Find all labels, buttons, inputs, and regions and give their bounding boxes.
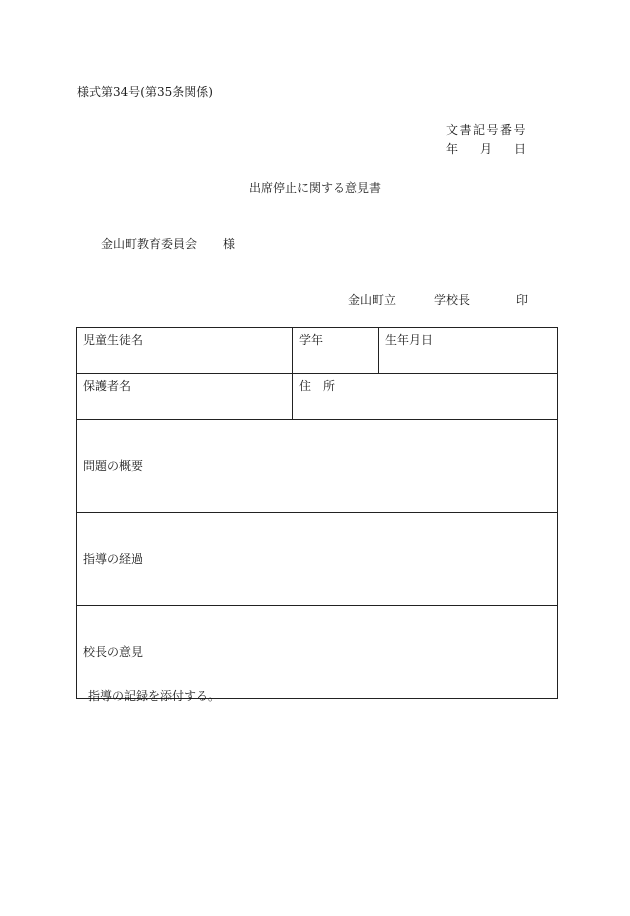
- problem-summary-cell[interactable]: [77, 420, 558, 513]
- date-month-label: 月: [479, 142, 492, 156]
- problem-summary-label: 問題の概要: [83, 459, 144, 473]
- table-row-student: [77, 328, 558, 374]
- table-row-opinion: [77, 606, 558, 699]
- birthdate-label: 生年月日: [385, 333, 434, 347]
- guardian-name-cell[interactable]: [77, 374, 293, 420]
- guidance-progress-label: 指導の経過: [83, 552, 144, 566]
- student-name-label: 児童生徒名: [83, 333, 144, 347]
- student-name-cell[interactable]: [77, 328, 293, 374]
- address-label: 住 所: [299, 379, 336, 393]
- principal-opinion-cell[interactable]: [77, 606, 558, 699]
- seal-mark: 印: [516, 293, 529, 307]
- grade-label: 学年: [299, 333, 324, 347]
- address-cell[interactable]: [293, 374, 558, 420]
- grade-cell[interactable]: [293, 328, 379, 374]
- addressee-honorific: 様: [223, 237, 236, 251]
- document-title: 出席停止に関する意見書: [248, 181, 381, 195]
- date-day-label: 日: [513, 142, 526, 156]
- birthdate-cell[interactable]: [379, 328, 558, 374]
- addressee-name: 金山町教育委員会: [101, 237, 198, 251]
- form-number: 様式第34号(第35条関係): [77, 85, 213, 99]
- table-row-problem: [77, 420, 558, 513]
- sender-principal: 学校長: [434, 293, 471, 307]
- opinion-form-table: [76, 327, 558, 699]
- sender: [348, 294, 528, 306]
- guardian-name-label: 保護者名: [83, 379, 132, 393]
- date-year-label: 年: [446, 142, 459, 156]
- footnote: 指導の記録を添付する。: [88, 689, 221, 703]
- document-number-label: 文書記号番号: [446, 123, 528, 137]
- table-row-guardian: [77, 374, 558, 420]
- guidance-progress-cell[interactable]: [77, 513, 558, 606]
- sender-town: 金山町立: [348, 293, 397, 307]
- addressee: [101, 238, 235, 250]
- table-row-guidance: [77, 513, 558, 606]
- principal-opinion-label: 校長の意見: [83, 645, 144, 659]
- date-line: [446, 143, 526, 155]
